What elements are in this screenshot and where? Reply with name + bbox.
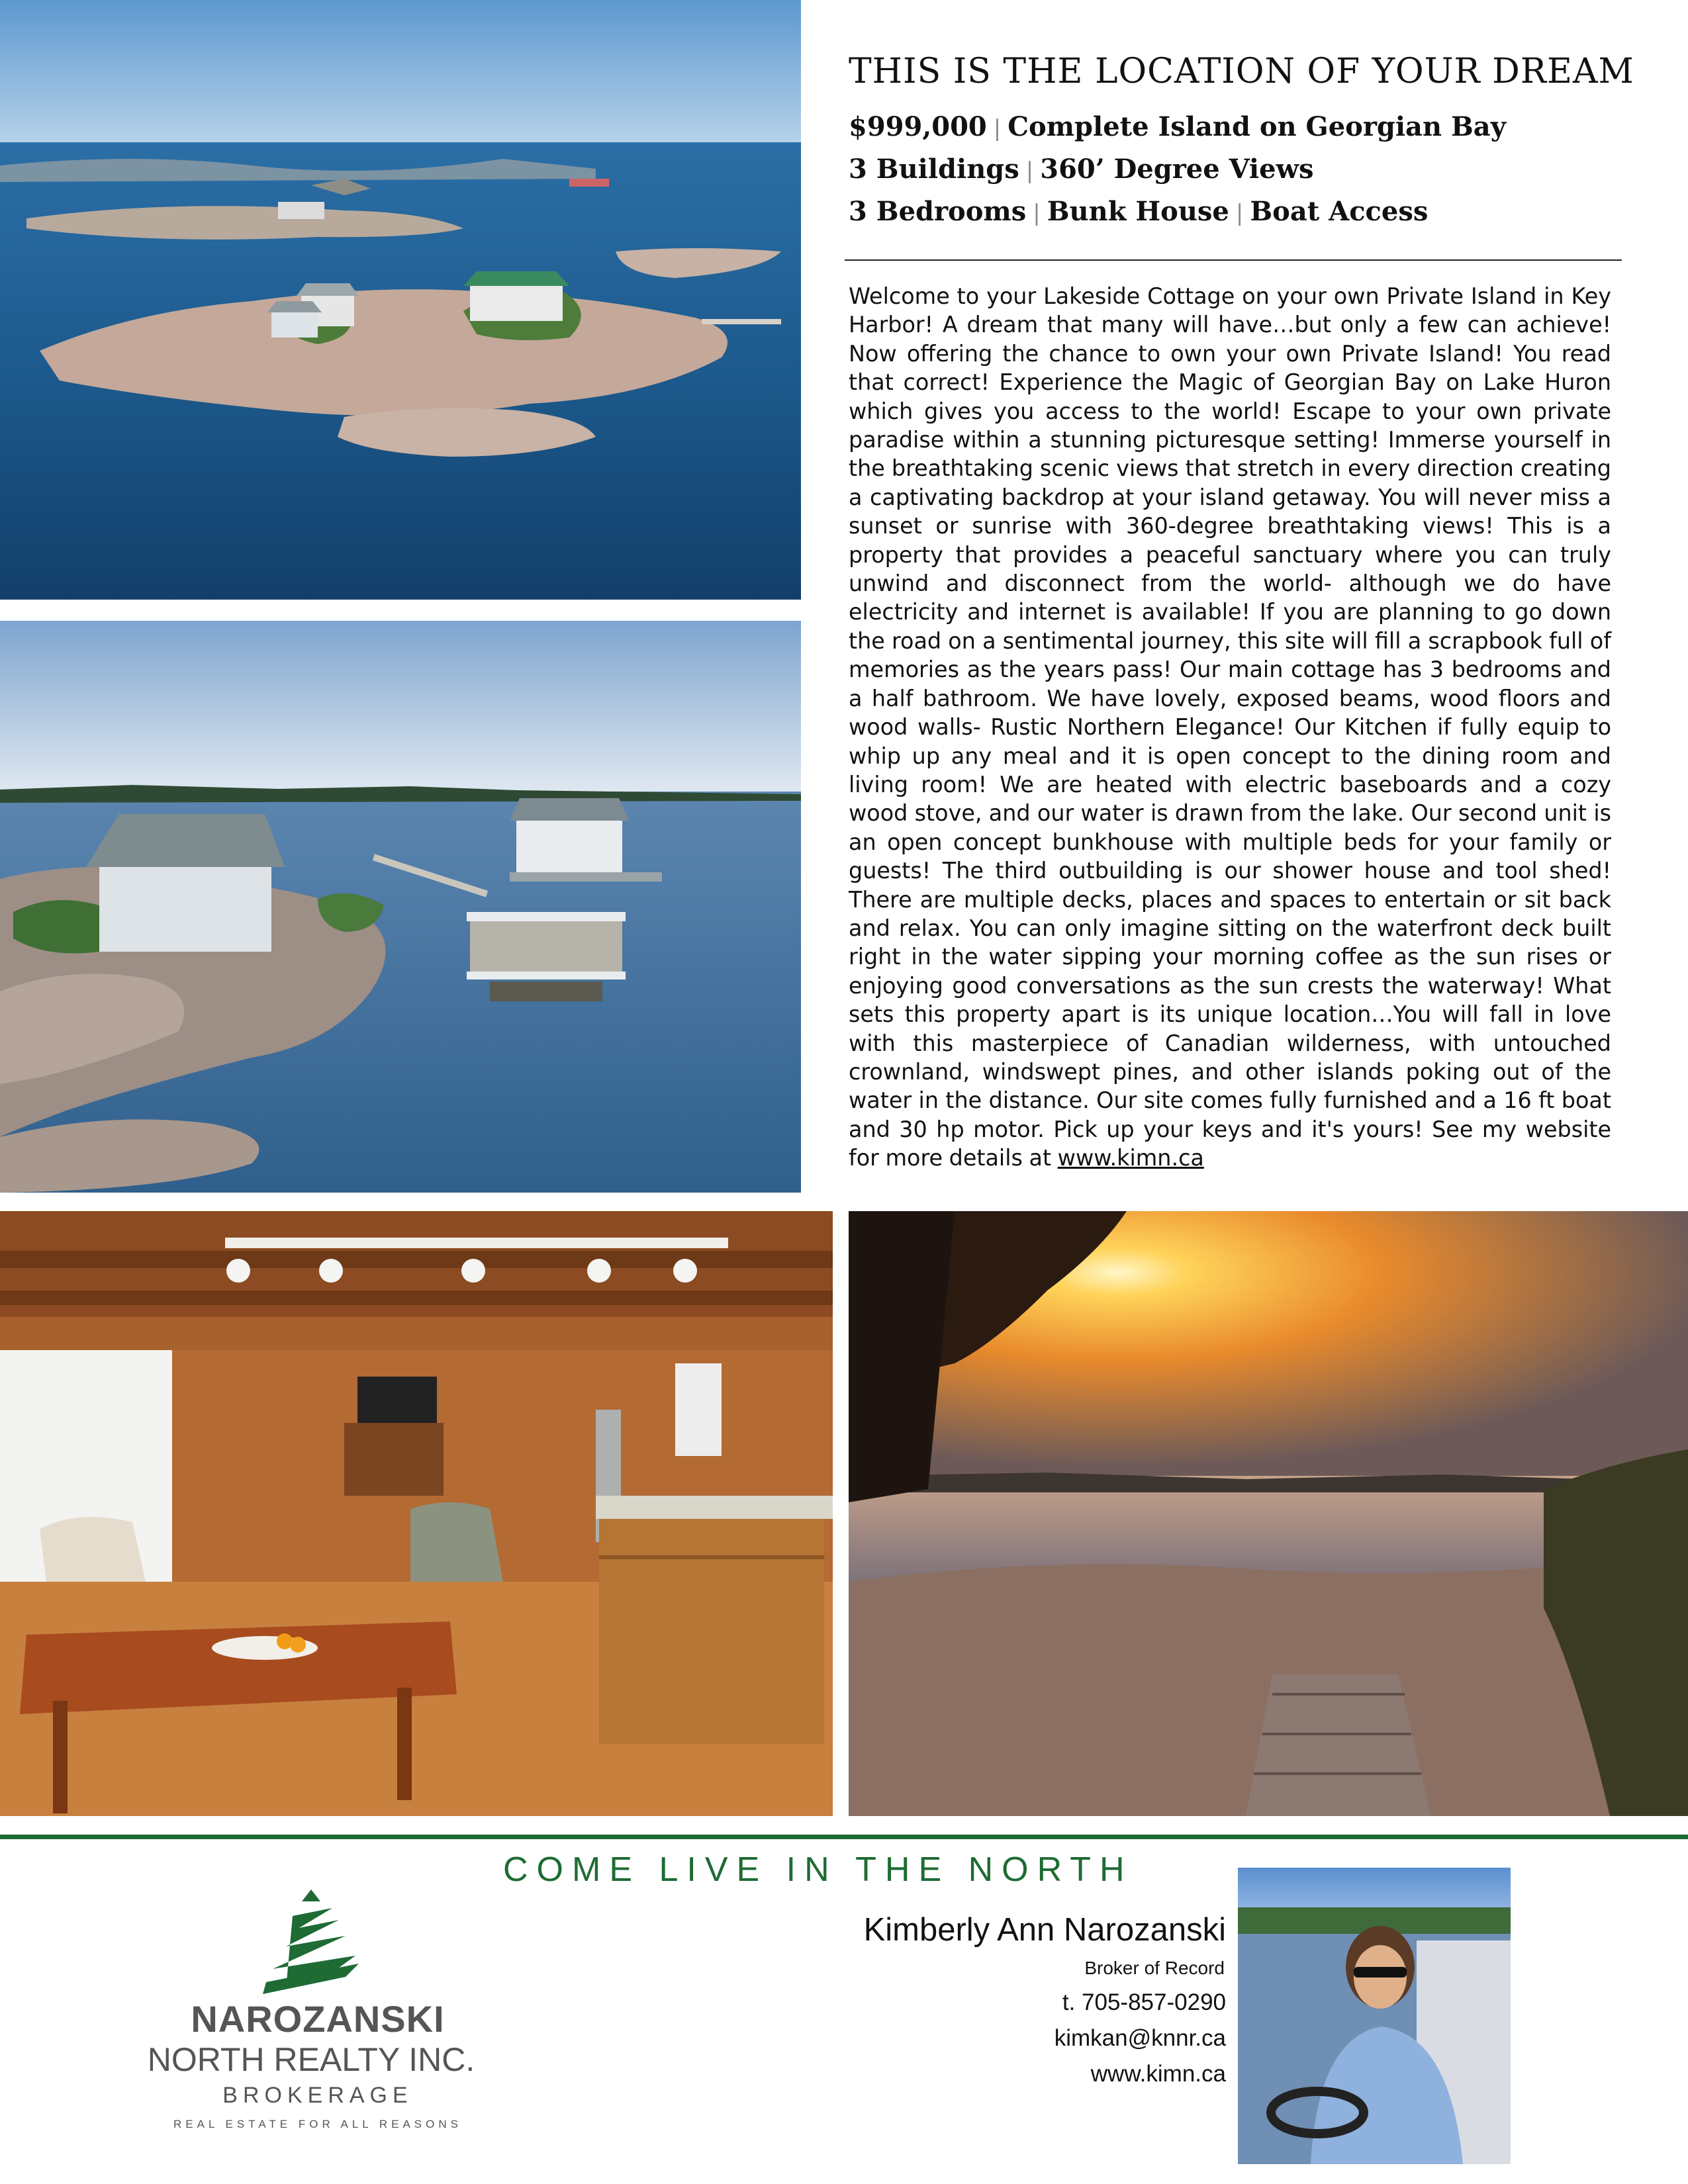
description-text: Welcome to your Lakeside Cottage on your own Private Island in Key Harbor! A dream that many will have…but only a few can achieve! Now offering the chance to own your own Private Island! You read that correct! Experience the Magic of Georgian Bay on Lake Huron which gives you access to the world! Escape to your own private paradise within a stunning picturesque setting! Immerse yourself in the breathtaking scenic views that stretch in every direction creating a captivating backdrop at your island getaway. You will never miss a sunset or sunrise with 360-degree breathtaking views! This is a property that provides a peaceful sanctuary where you can truly unwind and disconnect from the world- although we do have electricity and internet is available! If you are planning to go down the road on a sentimental journey, this site will fill a scrapbook full of memories as the years pass! Our main cottage has 3 bedrooms and a half bathroom. We have lovely, exposed beams, wood floors and wood walls- Rustic Northern Elegance! Our Kitchen if fully equip to whip up any meal and it is open concept to the dining room and living room! We are heated with electric baseboards and a cozy wood stove, and our water is drawn from the lake. Our second unit is an open concept bunkhouse with multiple beds for your family or guests! The third outbuilding is our shower house and tool shed! There are multiple decks, places and spaces to entertain or sit back and relax. You can only imagine sitting on the waterfront deck built right in the water sipping your morning coffee as the sun rises or enjoying good conversations as the sun crests the waterway! What sets this property apart is its unique location…You will fall in love with this masterpiece of Canadian wilderness, with untouched crownland, windswept pines, and other islands poking out of the water in the distance. Our site comes fully furnished and a 16 ft boat and 30 hp motor. Pick up your keys and it's yours! See my website for more details at xyxy=(849,283,1611,1171)
description-website-link[interactable]: www.kimn.ca xyxy=(1057,1145,1204,1171)
island-buildings-photo xyxy=(0,621,801,1193)
feature-buildings: 3 Buildings xyxy=(849,154,1019,185)
header-divider xyxy=(845,259,1622,261)
feature-complete-island: Complete Island on Georgian Bay xyxy=(1008,111,1506,142)
feature-line-bedrooms xyxy=(849,196,1643,227)
logo-slogan: REAL ESTATE FOR ALL REASONS xyxy=(173,2118,462,2130)
logo-realty-text: NORTH REALTY INC. xyxy=(147,2041,475,2078)
feature-line-buildings xyxy=(849,154,1643,185)
listing-headline: THIS IS THE LOCATION OF YOUR DREAM xyxy=(849,52,1634,91)
agent-phone[interactable]: t. 705-857-0290 xyxy=(1062,1989,1226,2015)
feature-bunk-house: Bunk House xyxy=(1047,196,1229,227)
sunset-dock-photo xyxy=(849,1211,1688,1816)
footer-divider xyxy=(0,1835,1688,1839)
cottage-interior-photo xyxy=(0,1211,833,1816)
feature-line-price xyxy=(849,111,1643,142)
footer-tagline: COME LIVE IN THE NORTH xyxy=(503,1850,1133,1889)
agent-website[interactable]: www.kimn.ca xyxy=(1090,2061,1226,2087)
logo-brokerage-text: BROKERAGE xyxy=(222,2083,413,2108)
aerial-island-photo xyxy=(0,0,801,600)
agent-photo xyxy=(1238,1868,1511,2164)
agent-email[interactable]: kimkan@knnr.ca xyxy=(1054,2025,1226,2051)
agent-name: Kimberly Ann Narozanski xyxy=(863,1912,1226,1948)
separator: | xyxy=(1235,200,1244,226)
separator: | xyxy=(993,115,1002,142)
feature-views: 360’ Degree Views xyxy=(1040,154,1314,185)
logo-company-name: NAROZANSKI xyxy=(191,1998,445,2040)
feature-bedrooms: 3 Bedrooms xyxy=(849,196,1027,227)
pine-tree-logo-icon xyxy=(246,1889,372,2002)
feature-boat-access: Boat Access xyxy=(1250,196,1429,227)
agent-title: Broker of Record xyxy=(1084,1958,1225,1978)
separator: | xyxy=(1033,200,1041,226)
separator: | xyxy=(1025,158,1034,184)
listing-description xyxy=(849,282,1611,1173)
listing-price: $999,000 xyxy=(849,111,987,142)
